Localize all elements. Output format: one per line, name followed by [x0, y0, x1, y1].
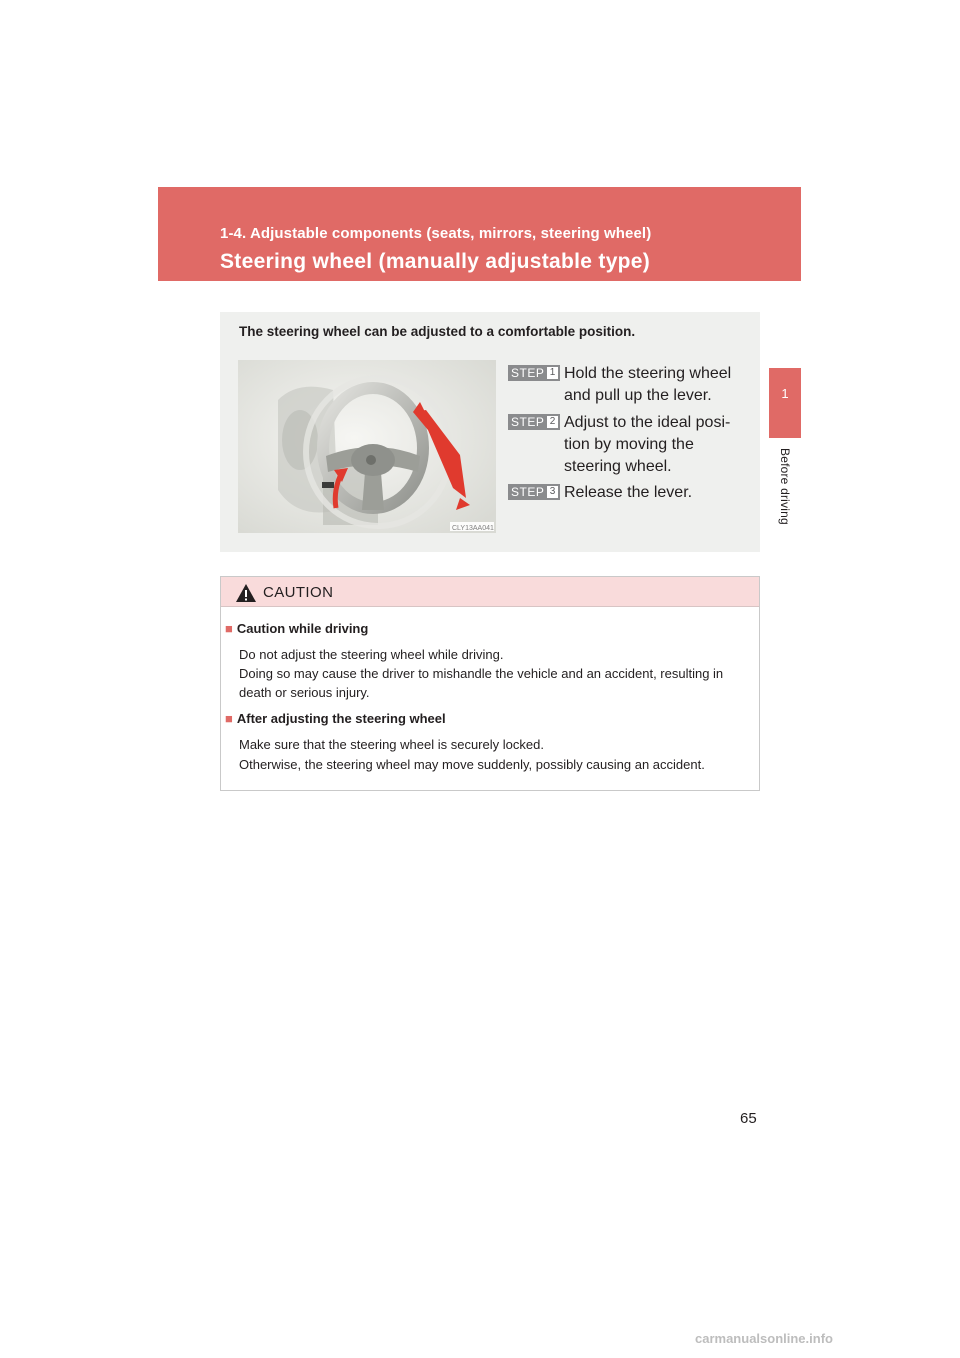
caution-line: death or serious injury.: [239, 685, 370, 700]
step-badge: STEP 2: [508, 414, 560, 430]
caution-line: Do not adjust the steering wheel while driving.: [239, 647, 504, 662]
page-number: 65: [740, 1110, 757, 1127]
step-text: Release the lever.: [564, 484, 693, 501]
page-title: Steering wheel (manually adjustable type): [220, 250, 651, 273]
step-text: Hold the steering wheel and pull up the lever.: [564, 365, 732, 404]
caution-line: Otherwise, the steering wheel may move suddenly, possibly causing an accident.: [239, 757, 705, 772]
section-label: 1-4. Adjustable components (seats, mirrors, steering wheel): [220, 225, 652, 242]
chapter-tab[interactable]: [769, 368, 801, 438]
caution-box: [220, 576, 760, 791]
image-code: CLY13AA041: [452, 525, 494, 532]
caution-header: [221, 577, 759, 607]
header-band: [158, 187, 801, 281]
intro-text: The steering wheel can be adjusted to a comfortable position.: [239, 324, 636, 339]
watermark-link[interactable]: carmanualsonline.info: [695, 1331, 833, 1346]
caution-heading-driving: ■ Caution while driving: [225, 621, 369, 636]
caution-heading-after-adjusting: ■ After adjusting the steering wheel: [225, 711, 446, 726]
steering-wheel-icon: [238, 360, 496, 533]
step-badge: STEP 3: [508, 484, 560, 500]
step-badge: STEP 1: [508, 365, 560, 381]
warning-icon: [235, 583, 257, 603]
caution-title: CAUTION: [263, 584, 334, 601]
caution-line: Doing so may cause the driver to mishandle the vehicle and an accident, resulting in: [239, 666, 724, 681]
intro-panel: [220, 312, 760, 552]
step-text: Adjust to the ideal posi- tion by moving the steering wheel.: [564, 414, 731, 475]
chapter-label: Before driving: [778, 448, 792, 525]
chapter-number: 1: [781, 386, 789, 401]
steering-wheel-illustration: [238, 360, 496, 533]
caution-line: Make sure that the steering wheel is securely locked.: [239, 737, 544, 752]
